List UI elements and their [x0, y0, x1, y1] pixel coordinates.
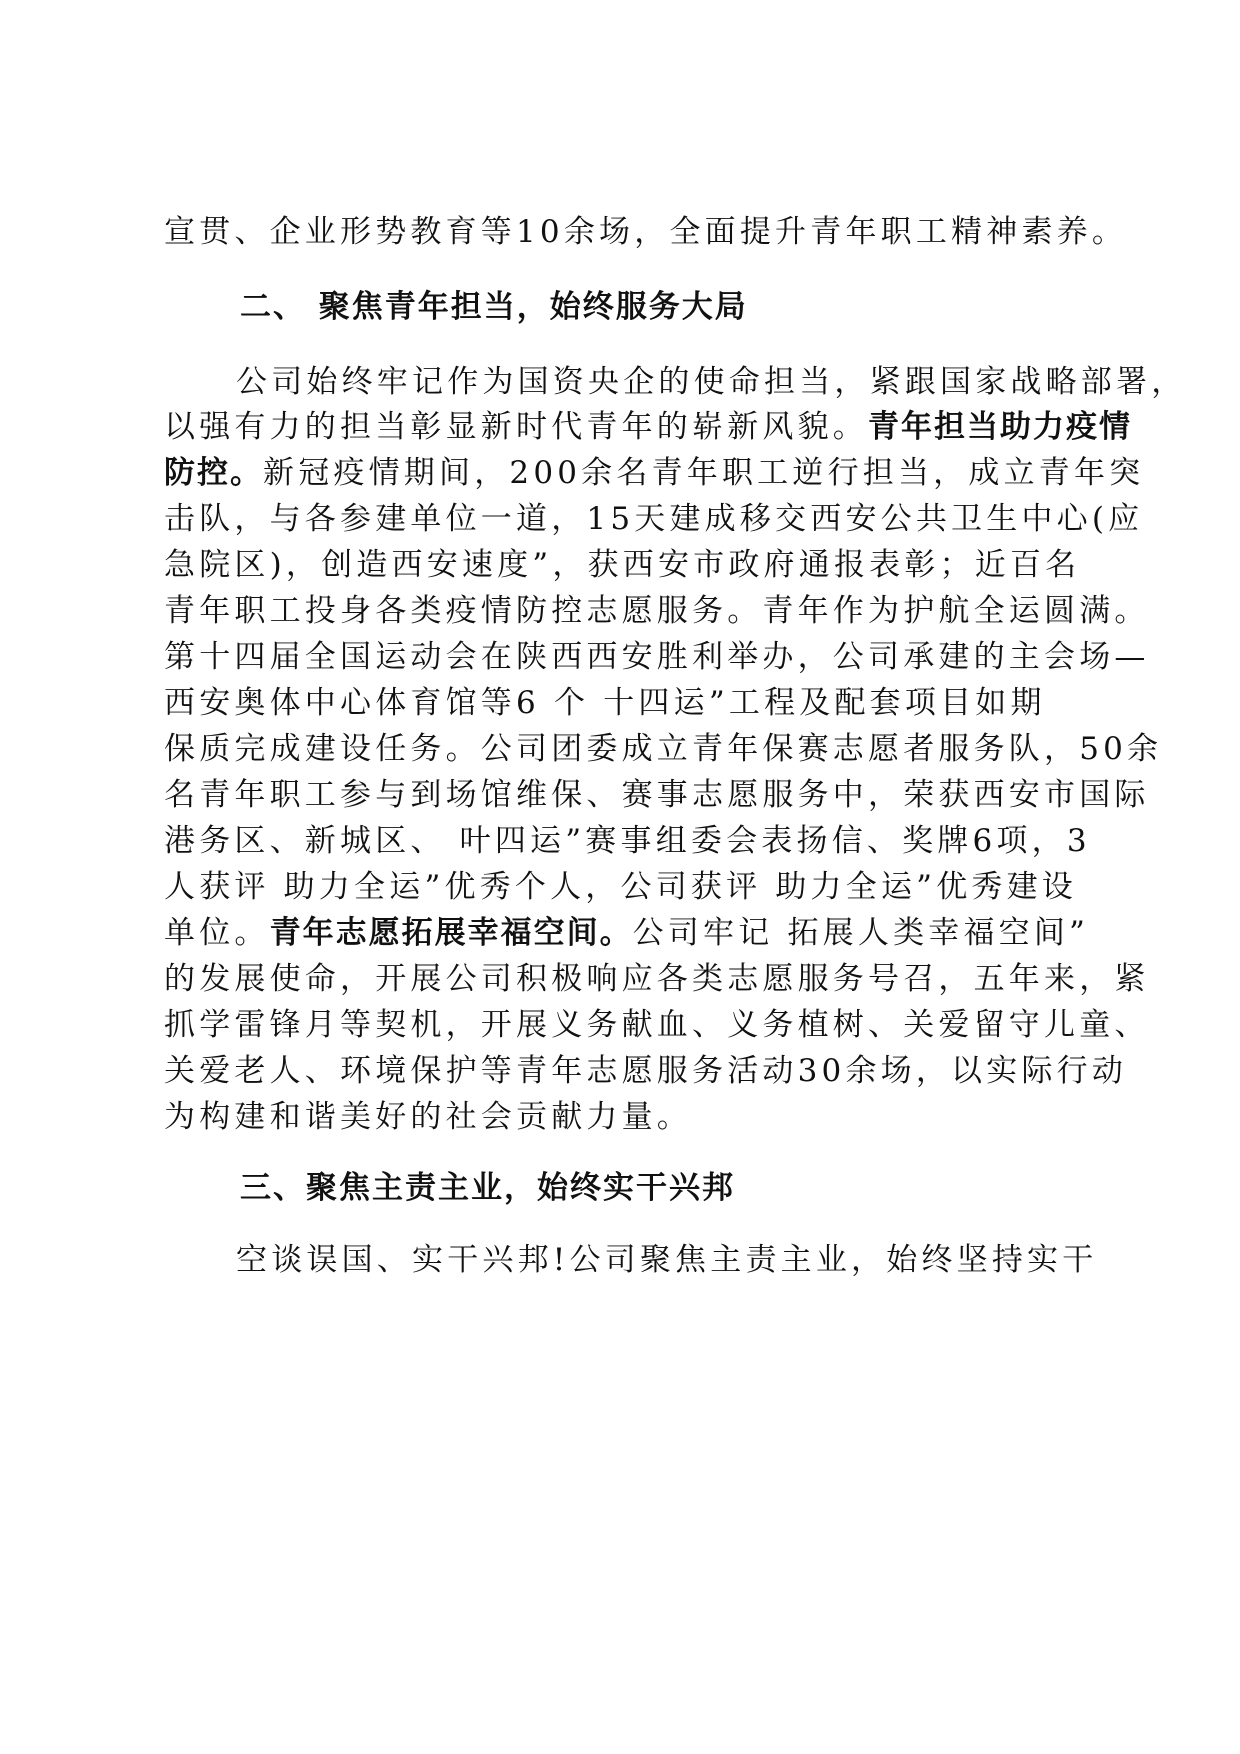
bold-subheading: 青年担当助力疫情 [868, 409, 1132, 445]
paragraph-line: 第十四届全国运动会在陕西西安胜利举办，公司承建的主会场— [164, 639, 1150, 675]
paragraph-line: 击队，与各参建单位一道，15天建成移交西安公共卫生中心(应 [164, 501, 1144, 537]
paragraph-line: 名青年职工参与到场馆维保、赛事志愿服务中，荣获西安市国际 [164, 777, 1150, 813]
paragraph-line: 西安奥体中心体育馆等6 个 十四运”工程及配套项目如期 [164, 685, 1046, 721]
paragraph-line: 人获评 助力全运”优秀个人，公司获评 助力全运”优秀建设 [164, 869, 1078, 905]
paragraph-line: 保质完成建设任务。公司团委成立青年保赛志愿者服务队，50余 [164, 731, 1163, 767]
section-heading-3: 三、聚焦主责主业，始终实干兴邦 [240, 1170, 735, 1206]
paragraph-line: 港务区、新城区、 叶四运”赛事组委会表扬信、奖牌6项，3 [164, 823, 1091, 859]
text-run: 新冠疫情期间，200余名青年职工逆行担当，成立青年突 [263, 455, 1145, 491]
paragraph-line: 公司始终牢记作为国资央企的使命担当，紧跟国家战略部署， [236, 364, 1187, 400]
paragraph-line [164, 453, 1145, 493]
paragraph-line: 的发展使命，开展公司积极响应各类志愿服务号召，五年来，紧 [164, 961, 1150, 997]
paragraph-line: 宣贯、企业形势教育等10余场，全面提升青年职工精神素养。 [164, 214, 1128, 250]
section-heading-2: 二、 聚焦青年担当，始终服务大局 [240, 289, 748, 325]
paragraph-line: 为构建和谐美好的社会贡献力量。 [164, 1099, 692, 1135]
bold-subheading: 防控。 [164, 455, 263, 491]
paragraph-line: 青年职工投身各类疫情防控志愿服务。青年作为护航全运圆满。 [164, 593, 1150, 629]
text-run: 公司牢记 拓展人类幸福空间” [632, 915, 1090, 951]
text-run: 单位。 [164, 915, 270, 951]
paragraph-line: 抓学雷锋月等契机，开展义务献血、义务植树、关爱留守儿童、 [164, 1007, 1150, 1043]
bold-subheading: 青年志愿拓展幸福空间。 [269, 915, 633, 951]
paragraph-line [164, 913, 1094, 953]
paragraph-line: 空谈误国、实干兴邦!公司聚焦主责主业，始终坚持实干 [236, 1242, 1098, 1278]
paragraph-line: 急院区)，创造西安速度”，获西安市政府通报表彰；近百名 [164, 547, 1081, 583]
paragraph-line: 关爱老人、环境保护等青年志愿服务活动30余场，以实际行动 [164, 1053, 1128, 1089]
paragraph-line [164, 407, 1132, 447]
text-run: 以强有力的担当彰显新时代青年的崭新风貌。 [164, 409, 868, 445]
